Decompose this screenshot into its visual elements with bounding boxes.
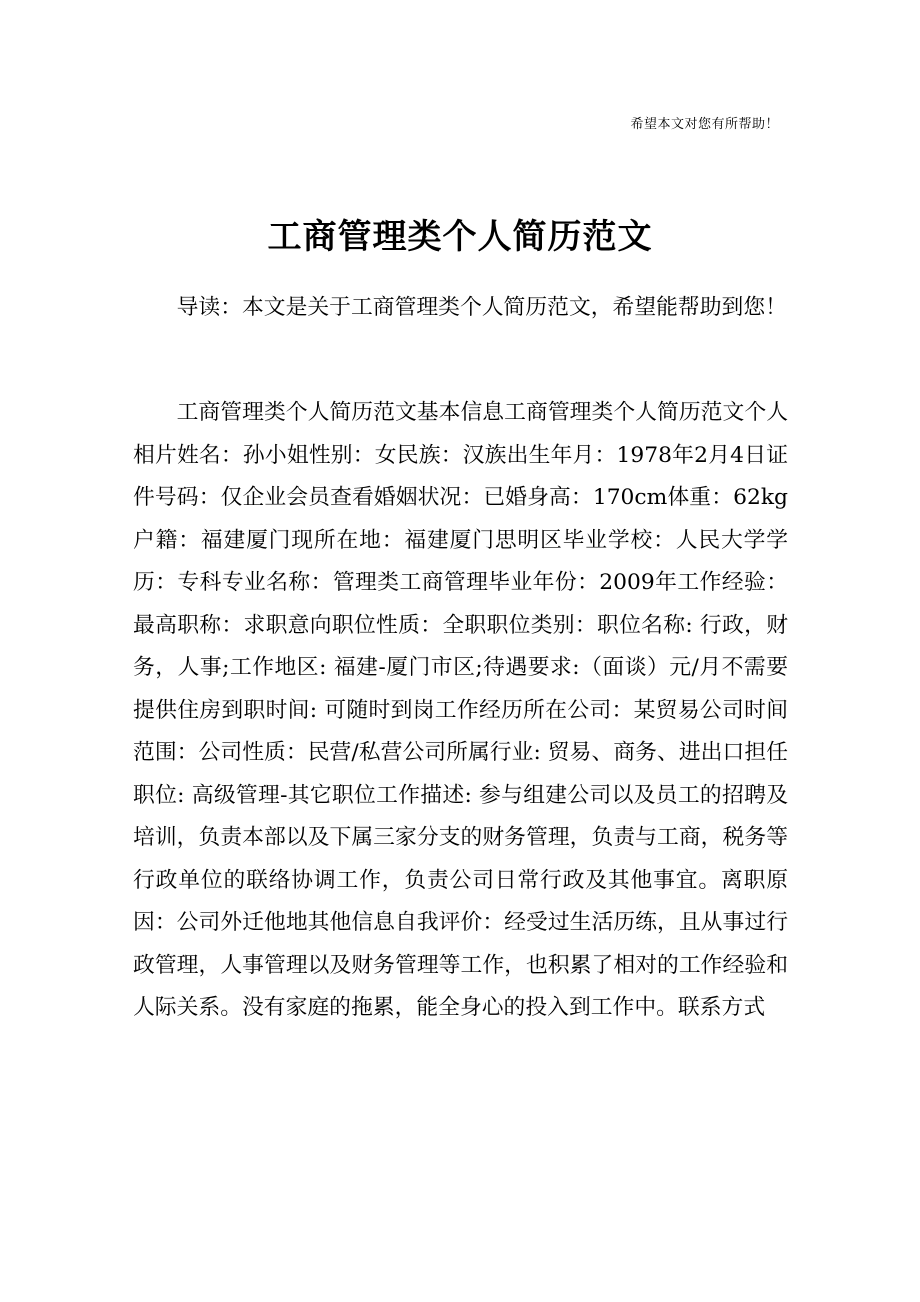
resume-paragraph: 工商管理类个人简历范文基本信息工商管理类个人简历范文个人相片姓名：孙小姐性别：女民族：汉族出生年月：1978年2月4日证件号码：仅企业会员查看婚姻状况：已婚身高：170cm体重：62kg户籍：福建厦门现所在地：福建厦门思明区毕业学校：人民大学学历：专科专业名称：管理类工商管理毕业年份：2009年工作经验：最高职称：求职意向职位性质：全职职位类别：职位名称: 行政，财务，人事;工作地区: 福建-厦门市区;待遇要求:（面谈）元/月不需要提供住房到职时间: 可随时到岗工作经历所在公司：某贸易公司时间范围：公司性质：民营/私营公司所属行业: 贸易、商务、进出口担任职位: 高级管理-其它职位工作描述: 参与组建公司以及员工的招聘及培训，负责本部以及下属三家分支的财务管理，负责与工商，税务等行政单位的联络协调工作，负责公司日常行政及其他事宜。离职原因：公司外迁他地其他信息自我评价：经受过生活历练，且从事过行政管理，人事管理以及财务管理等工作，也积累了相对的工作经验和人际关系。没有家庭的拖累，能全身心的投入到工作中。联系方式	[133, 400, 788, 1020]
header-note: 希望本文对您有所帮助！	[630, 117, 779, 132]
document-title: 工商管理类个人简历范文	[267, 216, 653, 257]
intro-paragraph: 导读：本文是关于工商管理类个人简历范文，希望能帮助到您！	[176, 295, 787, 320]
